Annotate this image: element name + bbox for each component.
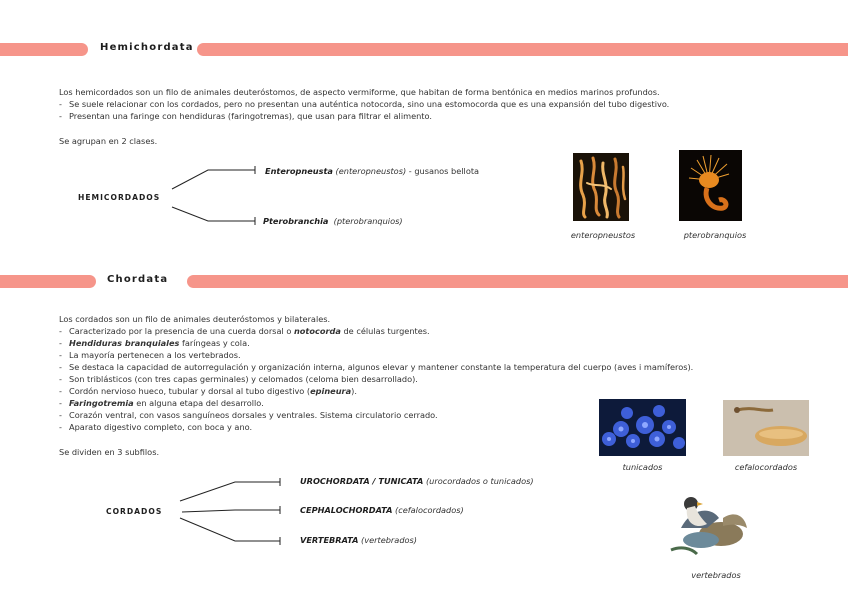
hemichordata-bullet: - Presentan una faringe con hendiduras (faringotremas), que usan para filtrar el alimento. xyxy=(59,111,432,121)
branch-urochordata: UROCHORDATA / TUNICATA (urocordados o tunicados) xyxy=(300,476,534,486)
tunicados-photo xyxy=(599,399,686,456)
group-label-hemicordados: HEMICORDADOS xyxy=(78,193,161,202)
section-title-chordata: Chordata xyxy=(107,274,169,285)
hemichordata-intro: Los hemicordados son un filo de animales deuteróstomos, de aspecto vermiforme, que habitan de forma bentónica en medios marinos profundos. xyxy=(59,87,660,97)
group-label-cordados: CORDADOS xyxy=(106,507,163,516)
chordata-bullet: - La mayoría pertenecen a los vertebrados. xyxy=(59,350,241,360)
chordata-bullet: - Caracterizado por la presencia de una cuerda dorsal o notocorda de células turgentes. xyxy=(59,326,430,336)
section-title-hemichordata: Hemichordata xyxy=(100,42,194,53)
caption-cefalocordados: cefalocordados xyxy=(734,462,798,472)
branch-pterobranchia: Pterobranchia (pterobranquios) xyxy=(263,216,403,226)
hemichordata-groups-intro: Se agrupan en 2 clases. xyxy=(59,136,158,146)
branch-cephalochordata: CEPHALOCHORDATA (cefalocordados) xyxy=(300,505,464,515)
hemichordata-bullet: - Se suele relacionar con los cordados, pero no presentan una auténtica notocorda, sino una estomocorda que es una expansión del tubo digestivo. xyxy=(59,99,670,109)
cefalocordados-photo xyxy=(723,400,809,456)
chordata-intro: Los cordados son un filo de animales deuteróstomos y bilaterales. xyxy=(59,314,331,324)
pterobranquios-photo xyxy=(679,150,742,221)
caption-vertebrados: vertebrados xyxy=(691,570,741,580)
chordata-bullet: - Hendiduras branquiales faríngeas y cola. xyxy=(59,338,250,348)
vertebrados-illustration xyxy=(661,488,753,560)
chordata-bullet: - Faringotremia en alguna etapa del desarrollo. xyxy=(59,398,264,408)
chordata-groups-intro: Se dividen en 3 subfilos. xyxy=(59,447,160,457)
chordata-bullet: - Se destaca la capacidad de autorregulación y organización interna, algunos elevar y mantener constante la temperatura del cuerpo (aves i mamíferos). xyxy=(59,362,694,372)
caption-enteropneustos: enteropneustos xyxy=(570,230,636,240)
branch-vertebrata: VERTEBRATA (vertebrados) xyxy=(300,535,417,545)
section-bar-left xyxy=(0,275,96,288)
chordata-bullet: - Aparato digestivo completo, con boca y ano. xyxy=(59,422,253,432)
enteropneustos-photo xyxy=(573,153,629,221)
chordata-bullet: - Corazón ventral, con vasos sanguíneos dorsales y ventrales. Sistema circulatorio cerrado. xyxy=(59,410,438,420)
branch-enteropneusta: Enteropneusta (enteropneustos) - gusanos bellota xyxy=(265,166,480,176)
section-bar-right xyxy=(187,275,848,288)
chordata-bullet: - Son triblásticos (con tres capas germinales) y celomados (celoma bien desarrollado). xyxy=(59,374,418,384)
caption-pterobranquios: pterobranquios xyxy=(683,230,747,240)
chordata-bullet: - Cordón nervioso hueco, tubular y dorsal al tubo digestivo (epineura). xyxy=(59,386,357,396)
caption-tunicados: tunicados xyxy=(622,462,663,472)
